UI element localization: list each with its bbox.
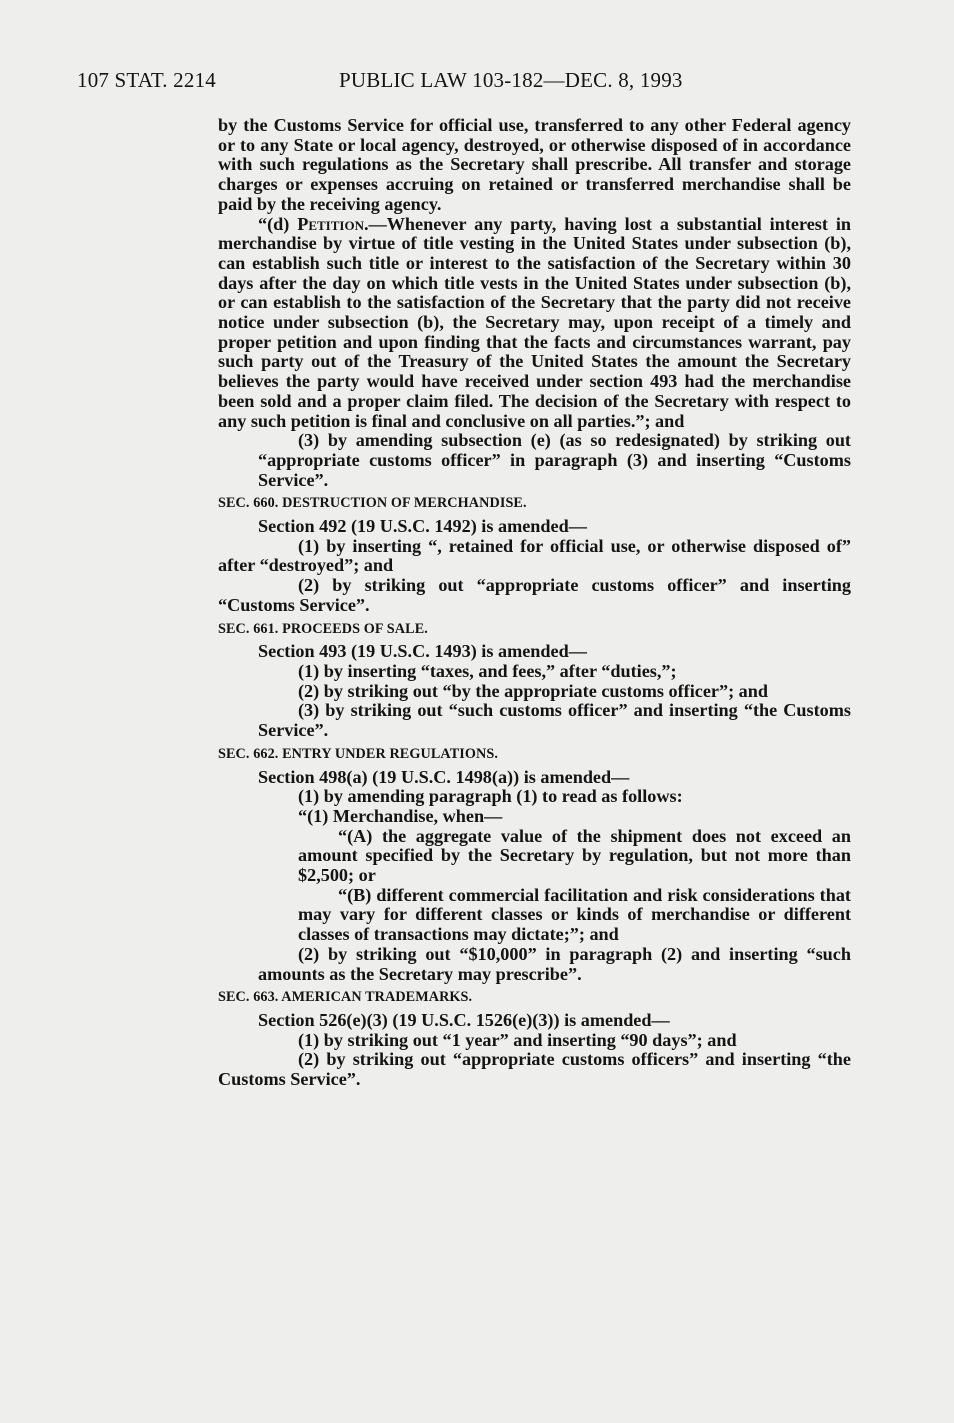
amendment-item: (2) by striking out “by the appropriate customs officer”; and [298, 680, 769, 701]
page-header [77, 68, 857, 98]
section-intro: Section 526(e)(3) (19 U.S.C. 1526(e)(3)) is amended— [258, 1009, 670, 1030]
amendment-item: (2) by striking out “appropriate customs officer” and inserting “Customs Service”. [218, 575, 851, 615]
section-heading: SEC. 661. PROCEEDS OF SALE. [218, 620, 428, 637]
section-intro: Section 492 (19 U.S.C. 1492) is amended— [258, 516, 587, 537]
amendment-item: (3) by amending subsection (e) (as so redesignated) by striking out “appropriate customs officer” in paragraph (3) and inserting “Customs Service”. [258, 430, 851, 490]
section-heading: SEC. 663. AMERICAN TRADEMARKS. [218, 989, 473, 1006]
amendment-item: (1) by striking out “1 year” and inserting “90 days”; and [298, 1029, 737, 1050]
amendment-item: (3) by striking out “such customs officer” and inserting “the Customs Service”. [258, 700, 851, 741]
quoted-subparagraph: “(A) the aggregate value of the shipment does not exceed an amount specified by the Secretary by regulation, but not more than $2,500; or [298, 825, 851, 886]
section-intro: Section 498(a) (19 U.S.C. 1498(a)) is amended— [258, 766, 630, 787]
petition-paragraph [218, 215, 851, 432]
document-body [218, 116, 851, 1090]
amendment-item: (1) by inserting “taxes, and fees,” after “duties,”; [298, 660, 677, 681]
amendment-item: (2) by striking out “appropriate customs officers” and inserting “the Customs Service”. [218, 1049, 851, 1090]
amendment-item: (1) by amending paragraph (1) to read as follows: [298, 786, 683, 807]
section-intro: Section 493 (19 U.S.C. 1493) is amended— [258, 641, 587, 662]
petition-lead: “(d) [258, 213, 298, 234]
amendment-item: (2) by striking out “$10,000” in paragraph (2) and inserting “such amounts as the Secretary may prescribe”. [258, 943, 851, 984]
continued-paragraph: by the Customs Service for official use, transferred to any other Federal agency or to any State or local agency, destroyed, or otherwise disposed of in accordance with such regulations as the Secretary shall prescribe. All transfer and storage charges or expenses accruing on retained or transferred merchandise shall be paid by the receiving agency. [218, 115, 851, 214]
section-heading: SEC. 662. ENTRY UNDER REGULATIONS. [218, 745, 498, 762]
petition-text: .—Whenever any party, having lost a substantial interest in merchandise by virtue of title vesting in the United States under subsection (b), can establish such title or interest to the satisfaction of the Secretary within 30 days after the day on which title vests in the United States under subsection (b), or can establish to the satisfaction of the Secretary that the party did not receive notice under subsection (b), the Secretary may, upon receipt of a timely and proper petition and upon finding that the facts and circumstances warrant, pay such party out of the Treasury of the United States the amount the Secretary believes the party would have received under section 493 had the merchandise been sold and a proper claim filed. The decision of the Secretary with respect to any such petition is final and conclusive on all parties.”; and [218, 213, 851, 431]
quoted-subparagraph: “(B) different commercial facilitation and risk considerations that may vary for different classes or kinds of merchandise or different classes of transactions may dictate;”; and [298, 884, 851, 945]
petition-heading: Petition [297, 213, 364, 234]
statute-page-number: 107 STAT. 2214 [77, 68, 216, 92]
public-law-citation: PUBLIC LAW 103-182—DEC. 8, 1993 [339, 68, 683, 92]
section-heading: SEC. 660. DESTRUCTION OF MERCHANDISE. [218, 495, 527, 512]
quoted-paragraph: “(1) Merchandise, when— [298, 805, 503, 826]
amendment-item: (1) by inserting “, retained for official use, or otherwise disposed of” after “destroyed”; and [218, 535, 851, 576]
